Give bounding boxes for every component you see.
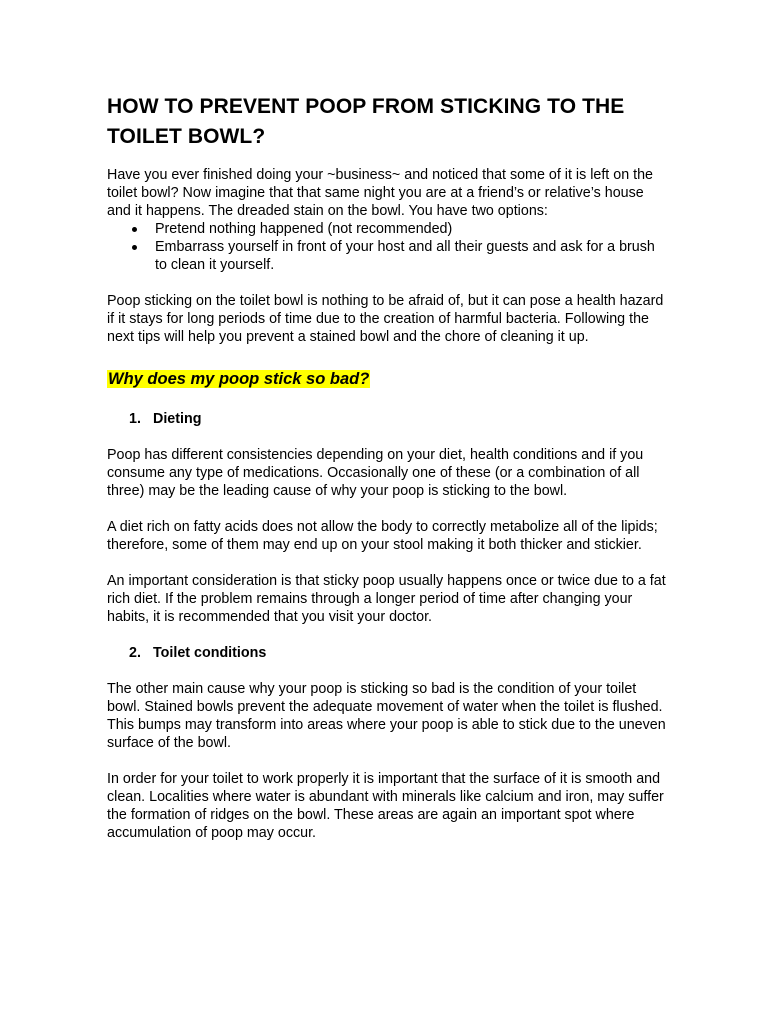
subheading-text: Toilet conditions (153, 645, 267, 661)
list-item-text: Embarrass yourself in front of your host and all their guests and ask for a brush to clean it yourself. (155, 239, 655, 273)
document-page (107, 92, 667, 842)
subheading-dieting (107, 410, 667, 428)
subheading-number: 1. (129, 411, 141, 427)
bullet-icon (132, 227, 137, 232)
toilet-paragraph: The other main cause why your poop is sticking so bad is the condition of your toilet bowl. Stained bowls prevent the adequate movement of water when the toilet is flushed. This bumps may transform into areas where your poop is able to stick due to the uneven surface of the bowl. (107, 681, 666, 751)
intro-paragraph: Have you ever finished doing your ~business~ and noticed that some of it is left on the toilet bowl? Now imagine that that same night you are at a friend’s or relative’s house and it happens. The dreaded stain on the bowl. You have two options: (107, 167, 653, 219)
dieting-paragraph: A diet rich on fatty acids does not allow the body to correctly metabolize all of the lipids; therefore, some of them may end up on your stool making it both thicker and stickier. (107, 519, 658, 553)
list-item (107, 220, 667, 238)
list-item (107, 238, 667, 274)
section-heading (107, 368, 667, 390)
dieting-paragraph: An important consideration is that sticky poop usually happens once or twice due to a fat rich diet. If the problem remains through a longer period of time after changing your habits, it is recommended that you visit your doctor. (107, 573, 666, 625)
toilet-paragraph: In order for your toilet to work properly it is important that the surface of it is smooth and clean. Localities where water is abundant with minerals like calcium and iron, may suffer the formation of ridges on the bowl. These areas are again an important spot where accumulation of poop may occur. (107, 771, 664, 841)
health-paragraph: Poop sticking on the toilet bowl is nothing to be afraid of, but it can pose a health hazard if it stays for long periods of time due to the creation of harmful bacteria. Following the next tips will help you prevent a stained bowl and the chore of cleaning it up. (107, 293, 664, 345)
subheading-toilet-conditions (107, 644, 667, 662)
bullet-icon (132, 245, 137, 250)
options-list (107, 220, 667, 274)
list-item-text: Pretend nothing happened (not recommended) (155, 221, 453, 237)
dieting-paragraph: Poop has different consistencies depending on your diet, health conditions and if you consume any type of medications. Occasionally one of these (or a combination of all three) may be the leading cause of why your poop is sticking to the bowl. (107, 447, 644, 499)
highlighted-heading-text: Why does my poop stick so bad? (108, 370, 370, 388)
subheading-number: 2. (129, 645, 141, 661)
document-title: HOW TO PREVENT POOP FROM STICKING TO THE TOILET BOWL? (107, 95, 625, 148)
subheading-text: Dieting (153, 411, 202, 427)
